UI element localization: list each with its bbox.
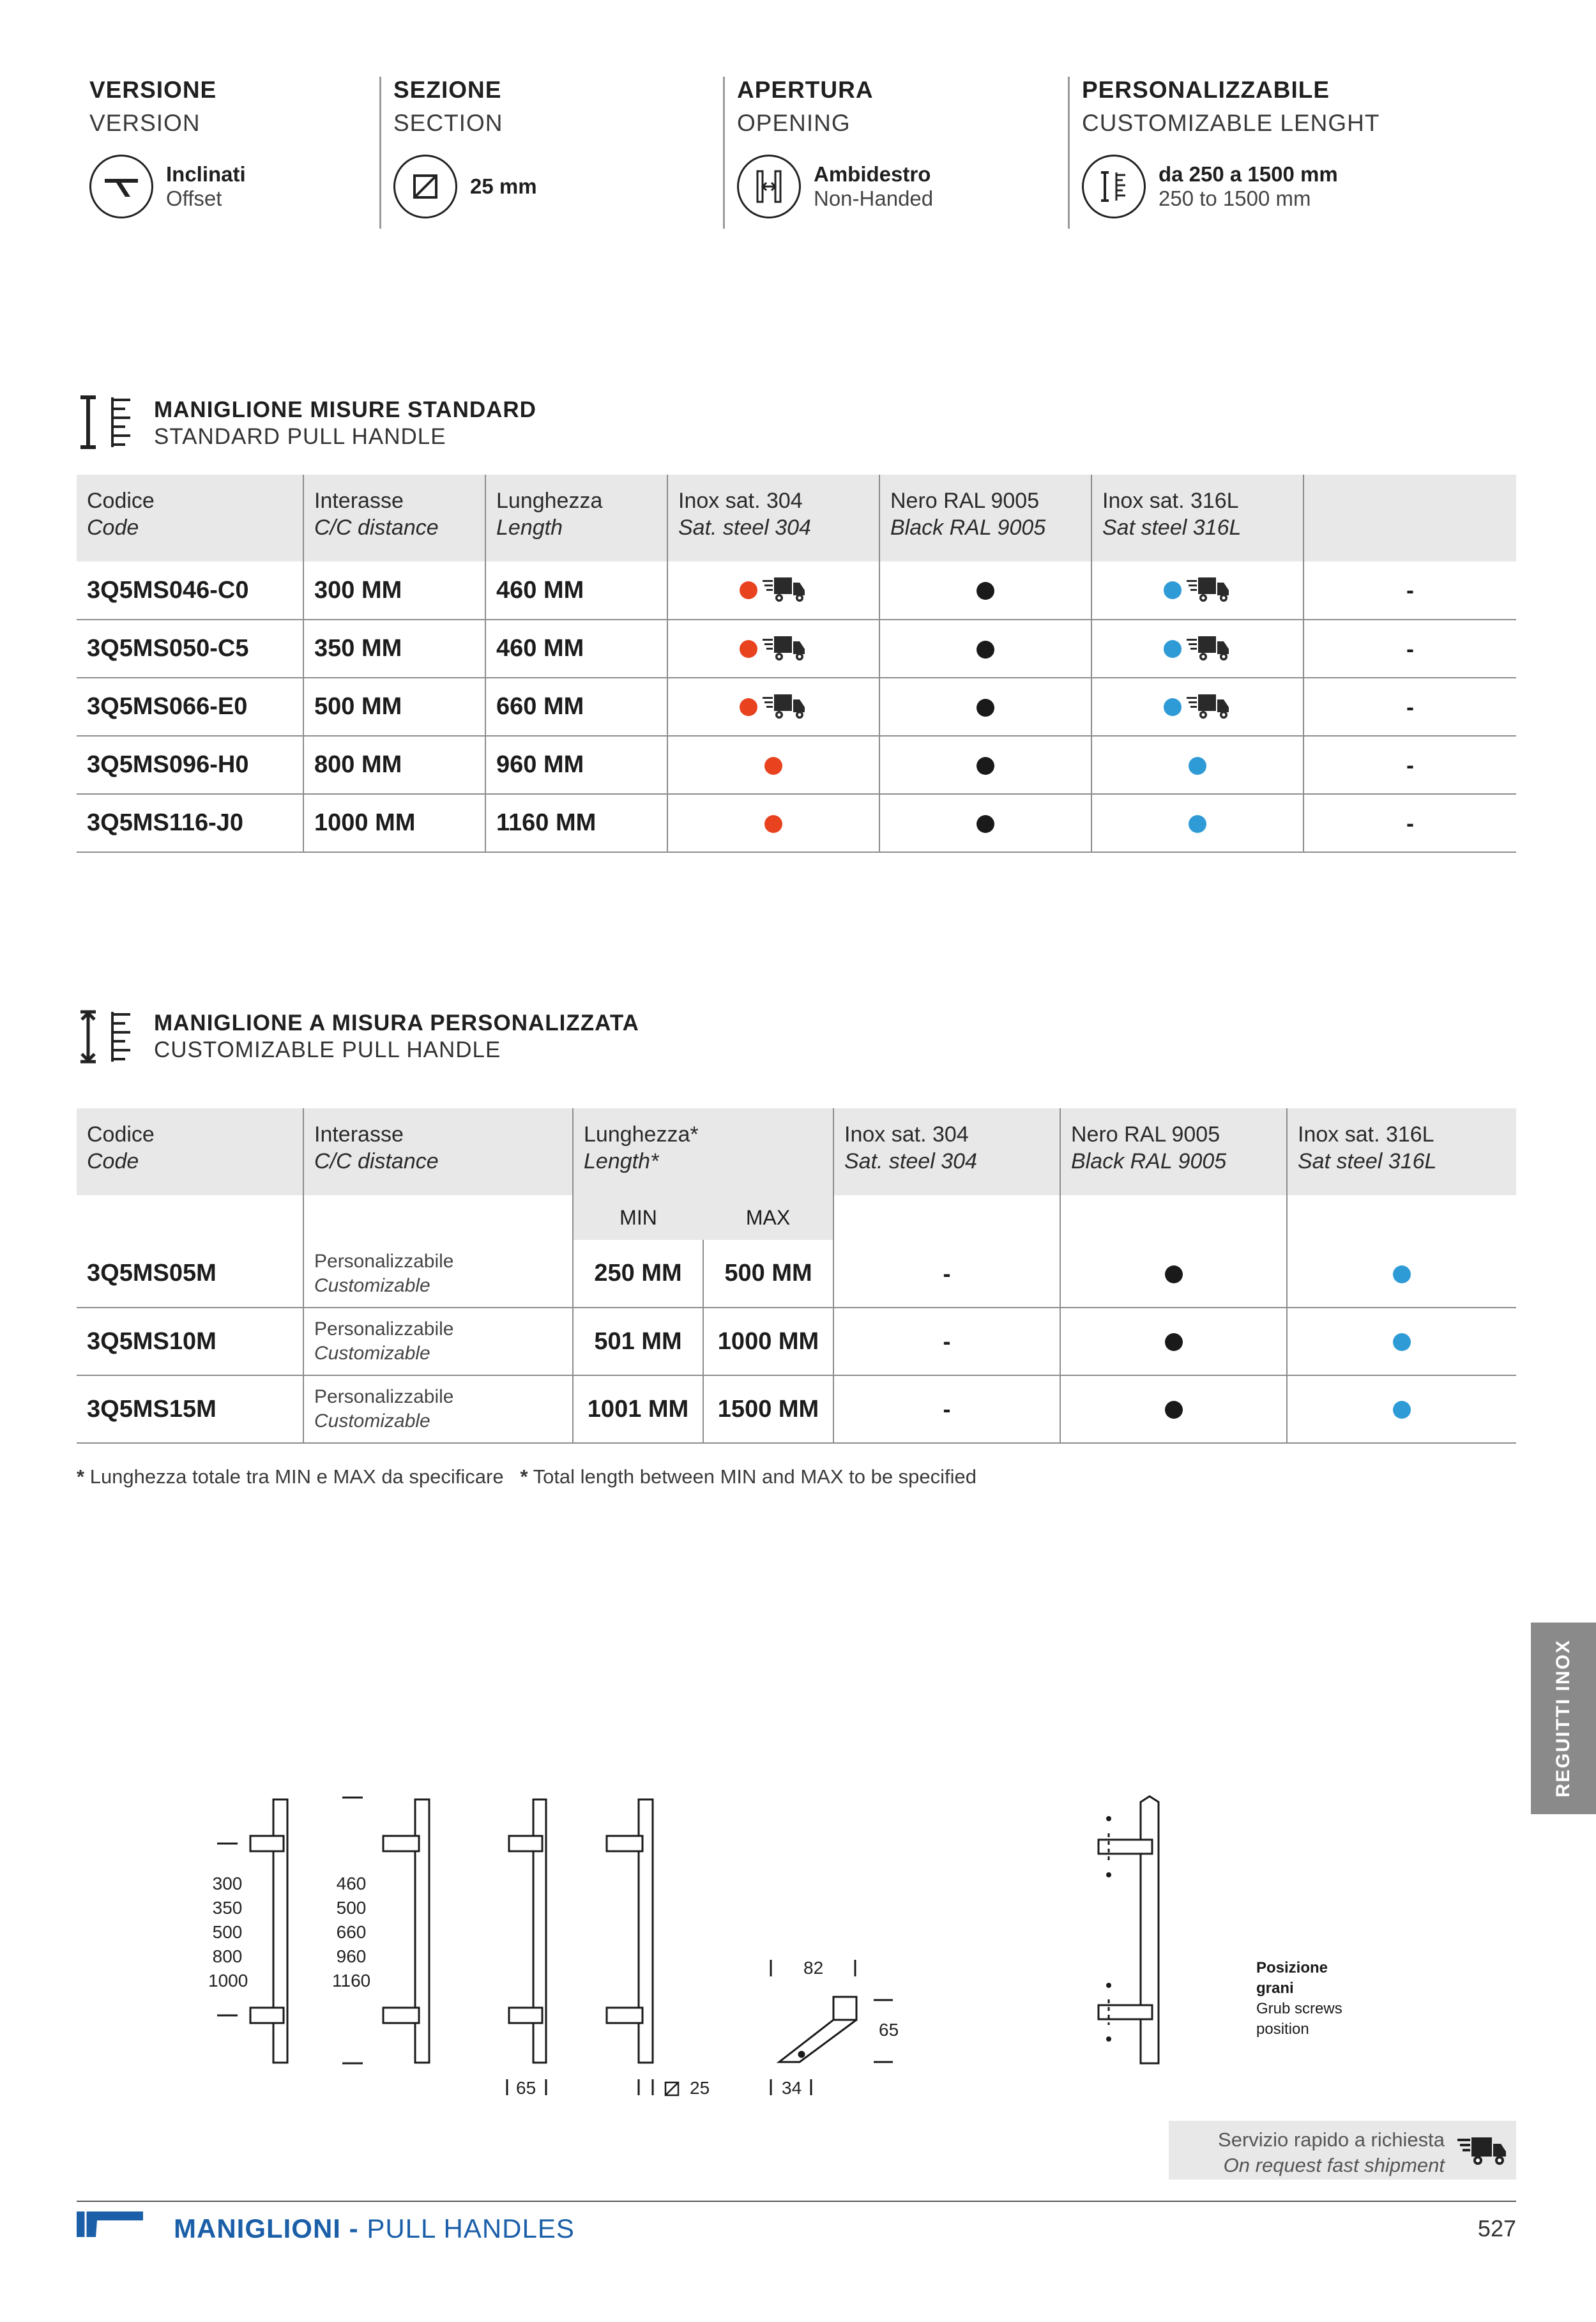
- cell-black: [879, 736, 1091, 794]
- cell-cc: Personalizzabile Customizable: [303, 1308, 573, 1375]
- availability-dot-orange: [740, 698, 757, 716]
- cell-code: 3Q5MS05M: [77, 1240, 303, 1308]
- cell-length: 460 MM: [485, 620, 667, 678]
- col-header-length: Lunghezza* Length*: [573, 1108, 833, 1195]
- brand-logo: [77, 2211, 143, 2240]
- footer-rule: [77, 2201, 1516, 2202]
- technical-drawing: [192, 1789, 1405, 2108]
- col-header-steel304: Inox sat. 304 Sat. steel 304: [833, 1108, 1060, 1195]
- fast-service-it: Servizio rapido a richiesta: [1218, 2128, 1445, 2151]
- cell-steel316: [1287, 1308, 1516, 1375]
- cell-steel316: [1091, 561, 1303, 620]
- spec-subtitle: VERSION: [89, 110, 201, 136]
- availability-dot-blue: [1393, 1265, 1411, 1283]
- col-header-steel316: Inox sat. 316L Sat steel 316L: [1287, 1108, 1516, 1195]
- cell-steel304: -: [833, 1240, 1060, 1308]
- cell-code: 3Q5MS15M: [77, 1375, 303, 1443]
- length-values: 460 500 660 960 1160: [332, 1874, 371, 1990]
- divider: [723, 77, 725, 229]
- dim-34: 34: [782, 2078, 802, 2098]
- min-label: MIN: [573, 1195, 703, 1240]
- fast-truck-icon: [757, 634, 807, 661]
- spec-value: da 250 a 1500 mm: [1159, 162, 1338, 186]
- cell-black: [1060, 1308, 1287, 1375]
- col-header-steel304: Inox sat. 304 Sat. steel 304: [667, 475, 879, 561]
- spec-value: Inclinati: [166, 162, 246, 186]
- cell-steel304: [667, 561, 879, 620]
- availability-dot-orange: [740, 581, 757, 599]
- col-header-code: Codice Code: [77, 1108, 303, 1195]
- availability-dot-blue: [1393, 1333, 1411, 1351]
- spec-subtitle: OPENING: [737, 110, 851, 136]
- fast-service-en: On request fast shipment: [1223, 2154, 1445, 2176]
- cell-black: [879, 561, 1091, 620]
- spec-opening: [737, 77, 1056, 230]
- cell-cc: 800 MM: [303, 736, 485, 794]
- cell-code: 3Q5MS10M: [77, 1308, 303, 1375]
- cell-code: 3Q5MS116-J0: [77, 794, 303, 852]
- max-label: MAX: [703, 1195, 833, 1240]
- dim-65-a: 65: [516, 2078, 536, 2098]
- availability-dot-blue: [1189, 815, 1206, 833]
- cell-extra: -: [1303, 736, 1516, 794]
- table-row: [77, 1240, 1516, 1308]
- page-number: 527: [1477, 2215, 1516, 2242]
- col-header-black: Nero RAL 9005 Black RAL 9005: [1060, 1108, 1287, 1195]
- cell-steel304: [667, 620, 879, 678]
- availability-dot-blue: [1393, 1401, 1411, 1419]
- divider: [1068, 77, 1070, 229]
- length-footnote: * Lunghezza totale tra MIN e MAX da specificare * Total length between MIN and MAX to be specified: [77, 1465, 977, 1488]
- fast-truck-icon: [1182, 576, 1231, 603]
- length-ruler-icon: [1082, 155, 1146, 218]
- cell-min: 250 MM: [573, 1240, 703, 1308]
- availability-dot-black: [977, 582, 994, 600]
- cell-max: 1000 MM: [703, 1308, 833, 1375]
- spec-section: [393, 77, 713, 230]
- col-header-code: Codice Code: [77, 475, 303, 561]
- footer-title: MANIGLIONI - PULL HANDLES: [174, 2213, 575, 2243]
- cell-cc: 1000 MM: [303, 794, 485, 852]
- cell-cc: 500 MM: [303, 678, 485, 736]
- availability-dot-blue: [1164, 640, 1182, 658]
- availability-dot-black: [977, 699, 994, 717]
- cell-length: 660 MM: [485, 678, 667, 736]
- cell-steel316: [1091, 620, 1303, 678]
- cell-steel316: [1091, 794, 1303, 852]
- offset-handle-icon: [89, 155, 153, 218]
- standard-section-icon: [77, 395, 134, 453]
- cell-steel316: [1091, 736, 1303, 794]
- cell-max: 500 MM: [703, 1240, 833, 1308]
- section-subtitle: STANDARD PULL HANDLE: [154, 424, 446, 449]
- cc-values: 300 350 500 800 1000: [208, 1874, 248, 1990]
- cell-black: [879, 678, 1091, 736]
- col-header-length: Lunghezza Length: [485, 475, 667, 561]
- spec-value: Ambidestro: [814, 162, 931, 186]
- fast-truck-icon: [1456, 2135, 1507, 2171]
- spec-title: SEZIONE: [393, 77, 502, 103]
- cell-length: 1160 MM: [485, 794, 667, 852]
- availability-dot-blue: [1189, 757, 1206, 775]
- table-row: [77, 678, 1516, 736]
- cell-steel304: [667, 794, 879, 852]
- cell-code: 3Q5MS066-E0: [77, 678, 303, 736]
- cell-code: 3Q5MS046-C0: [77, 561, 303, 620]
- cell-steel304: -: [833, 1375, 1060, 1443]
- custom-section-heading: [154, 1011, 639, 1063]
- cell-max: 1500 MM: [703, 1375, 833, 1443]
- non-handed-icon: [737, 155, 801, 218]
- fast-truck-icon: [757, 576, 807, 603]
- side-tab-label: REGUITTI INOX: [1553, 1639, 1574, 1798]
- cell-cc: 350 MM: [303, 620, 485, 678]
- cell-steel316: [1287, 1240, 1516, 1308]
- spec-title: APERTURA: [737, 77, 874, 103]
- side-tab: [1531, 1623, 1596, 1814]
- cell-length: 460 MM: [485, 561, 667, 620]
- fast-service-box: [1169, 2121, 1516, 2180]
- cell-black: [1060, 1240, 1287, 1308]
- col-header-steel316: Inox sat. 316L Sat steel 316L: [1091, 475, 1303, 561]
- cell-min: 1001 MM: [573, 1375, 703, 1443]
- cell-cc: Personalizzabile Customizable: [303, 1240, 573, 1308]
- cell-extra: -: [1303, 620, 1516, 678]
- table-row: [77, 620, 1516, 678]
- cell-steel316: [1091, 678, 1303, 736]
- cell-black: [879, 794, 1091, 852]
- section-title: MANIGLIONE MISURE STANDARD: [154, 397, 536, 422]
- cell-black: [1060, 1375, 1287, 1443]
- spec-subtitle: SECTION: [393, 110, 503, 136]
- cell-extra: -: [1303, 794, 1516, 852]
- fast-truck-icon: [1182, 634, 1231, 661]
- availability-dot-blue: [1164, 581, 1182, 599]
- col-header-empty: [1303, 475, 1516, 561]
- cell-code: 3Q5MS050-C5: [77, 620, 303, 678]
- availability-dot-blue: [1164, 698, 1182, 716]
- cell-cc: 300 MM: [303, 561, 485, 620]
- col-header-black: Nero RAL 9005 Black RAL 9005: [879, 475, 1091, 561]
- table-row: [77, 1308, 1516, 1375]
- availability-dot-black: [977, 815, 994, 833]
- availability-dot-orange: [764, 757, 782, 775]
- cell-extra: -: [1303, 678, 1516, 736]
- spec-value-en: Offset: [166, 187, 222, 210]
- dim-82: 82: [803, 1958, 824, 1978]
- grub-screws-caption: Posizione grani Grub screws position: [1256, 1959, 1342, 2038]
- col-header-cc: Interasse C/C distance: [303, 1108, 573, 1195]
- availability-dot-black: [1165, 1265, 1183, 1283]
- dim-25: 25: [690, 2078, 710, 2098]
- cell-steel304: [667, 678, 879, 736]
- section-title: MANIGLIONE A MISURA PERSONALIZZATA: [154, 1011, 639, 1035]
- standard-section-heading: [154, 397, 536, 450]
- section-subtitle: CUSTOMIZABLE PULL HANDLE: [154, 1037, 501, 1062]
- cell-cc: Personalizzabile Customizable: [303, 1375, 573, 1443]
- cell-extra: -: [1303, 561, 1516, 620]
- availability-dot-black: [977, 641, 994, 659]
- spec-customizable: [1082, 77, 1542, 230]
- availability-dot-black: [977, 757, 994, 775]
- cell-length: 960 MM: [485, 736, 667, 794]
- custom-table: [77, 1108, 1516, 1444]
- availability-dot-orange: [764, 815, 782, 833]
- availability-dot-orange: [740, 640, 757, 658]
- availability-dot-black: [1165, 1401, 1183, 1419]
- divider: [379, 77, 381, 229]
- standard-table: [77, 475, 1516, 853]
- cell-steel316: [1287, 1375, 1516, 1443]
- cell-steel304: [667, 736, 879, 794]
- spec-subtitle: CUSTOMIZABLE LENGHT: [1082, 110, 1380, 136]
- table-row: [77, 1375, 1516, 1443]
- section-diameter-icon: [393, 155, 457, 218]
- cell-black: [879, 620, 1091, 678]
- spec-title: PERSONALIZZABILE: [1082, 77, 1330, 103]
- table-row: [77, 736, 1516, 794]
- fast-truck-icon: [1182, 692, 1231, 719]
- spec-value-en: 250 to 1500 mm: [1159, 187, 1311, 210]
- custom-section-icon: [77, 1009, 134, 1067]
- cell-min: 501 MM: [573, 1308, 703, 1375]
- cell-code: 3Q5MS096-H0: [77, 736, 303, 794]
- table-row: [77, 794, 1516, 852]
- spec-title: VERSIONE: [89, 77, 217, 103]
- cell-steel304: -: [833, 1308, 1060, 1375]
- availability-dot-black: [1165, 1333, 1183, 1351]
- spec-value: 25 mm: [470, 174, 537, 198]
- col-header-cc: Interasse C/C distance: [303, 475, 485, 561]
- spec-value-en: Non-Handed: [814, 187, 934, 210]
- spec-version: [89, 77, 370, 230]
- table-row: [77, 561, 1516, 620]
- fast-truck-icon: [757, 692, 807, 719]
- dim-65-b: 65: [879, 2020, 899, 2040]
